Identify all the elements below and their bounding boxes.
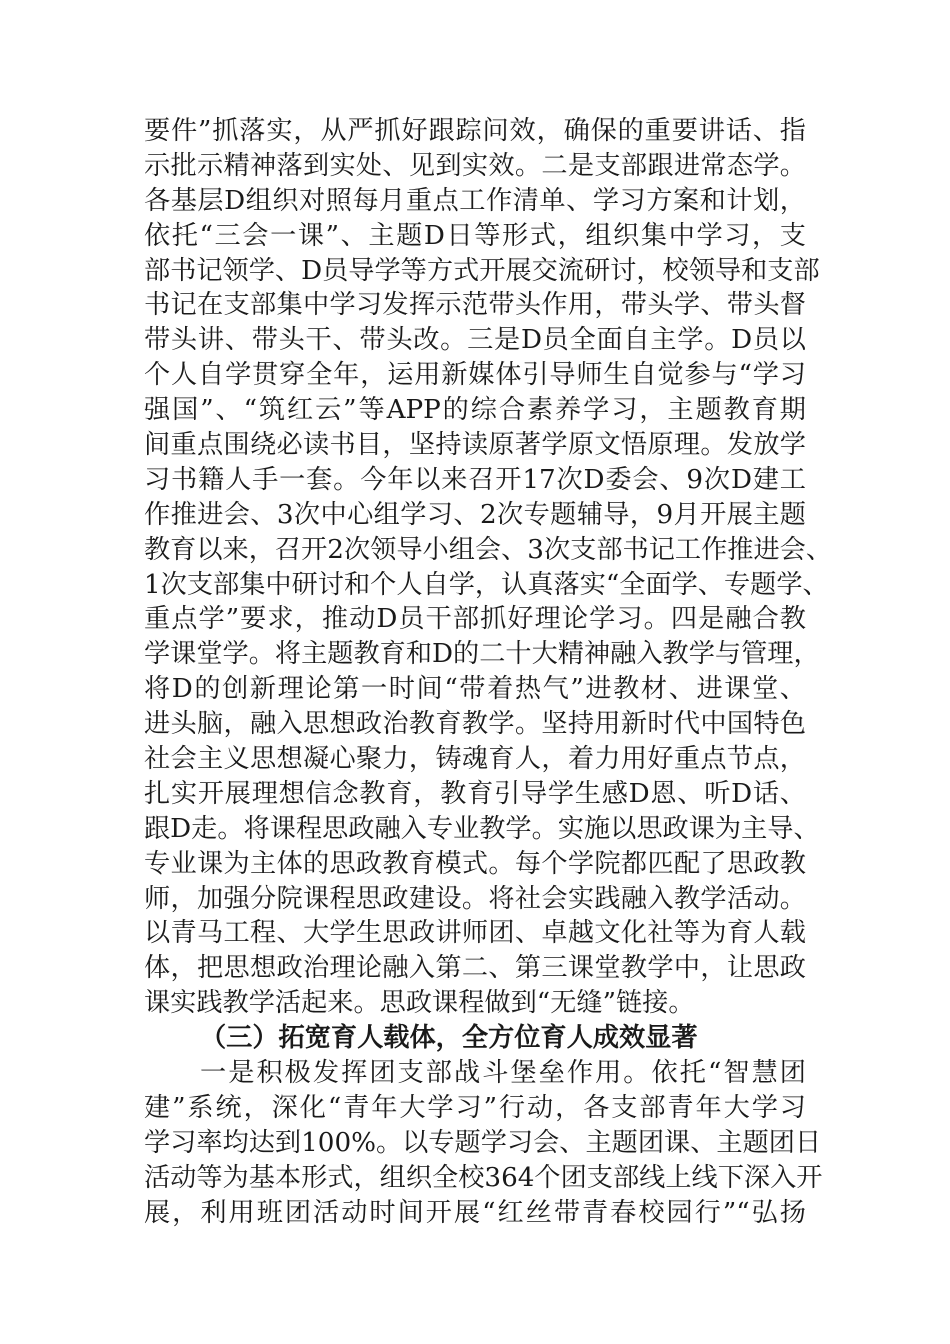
text-line: 间重点围绕必读书目，坚持读原著学原文悟原理。发放学 (144, 430, 806, 461)
text-line: 依托“三会一课”、主题D日等形式，组织集中学习，支 (144, 220, 806, 251)
text-line: 个人自学贯穿全年，运用新媒体引导师生自觉参与“学习 (144, 360, 806, 391)
paragraph-2 (144, 1056, 823, 1230)
paragraph-1 (144, 114, 833, 1021)
text-line: 作推进会、3次中心组学习、2次专题辅导，9月开展主题 (144, 499, 806, 530)
text-line: 师，加强分院课程思政建设。将社会实践融入教学活动。 (144, 883, 806, 914)
text-line: 建”系统，深化“青年大学习”行动，各支部青年大学习 (144, 1092, 806, 1123)
text-line: 教育以来，召开2次领导小组会、3次支部书记工作推进会、 (144, 534, 833, 565)
text-line: 扎实开展理想信念教育，教育引导学生感D恩、听D话、 (144, 778, 806, 809)
document-body (144, 114, 833, 1231)
text-line: 1次支部集中研讨和个人自学，认真落实“全面学、专题学、 (144, 569, 829, 600)
text-line: 重点学”要求，推动D员干部抓好理论学习。四是融合教 (144, 604, 806, 635)
text-line: 以青马工程、大学生思政讲师团、卓越文化社等为育人载 (144, 918, 806, 949)
text-line: 进头脑，融入思想政治教育教学。坚持用新时代中国特色 (144, 709, 806, 740)
text-line: 专业课为主体的思政教育模式。每个学院都匹配了思政教 (144, 848, 806, 879)
text-line: 一是积极发挥团支部战斗堡垒作用。依托“智慧团 (200, 1058, 806, 1089)
text-line: 习书籍人手一套。今年以来召开17次D委会、9次D建工 (144, 464, 806, 495)
text-line: 体，把思想政治理论融入第二、第三课堂教学中，让思政 (144, 953, 806, 984)
text-line: 跟D走。将课程思政融入专业教学。实施以思政课为主导、 (144, 813, 820, 844)
text-line: 示批示精神落到实处、见到实效。二是支部跟进常态学。 (144, 150, 806, 181)
text-line: 书记在支部集中学习发挥示范带头作用，带头学、带头督 (144, 290, 806, 321)
text-line: 活动等为基本形式，组织全校364个团支部线上线下深入开 (144, 1162, 823, 1193)
text-line: 学习率均达到100%。以专题学习会、主题团课、主题团日 (144, 1127, 822, 1158)
text-line: 课实践教学活起来。思政课程做到“无缝”链接。 (144, 988, 695, 1019)
text-line: 学课堂学。将主题教育和D的二十大精神融入教学与管理， (144, 639, 820, 670)
text-line: 带头讲、带头干、带头改。三是D员全面自主学。D员以 (144, 325, 806, 356)
text-line: 社会主义思想凝心聚力，铸魂育人，着力用好重点节点， (144, 744, 806, 775)
text-line: 要件”抓落实，从严抓好跟踪问效，确保的重要讲话、指 (144, 116, 806, 146)
text-line: 将D的创新理论第一时间“带着热气”进教材、进课堂、 (144, 674, 806, 705)
section-heading: （三）拓宽育人载体，全方位育人成效显著 (200, 1022, 698, 1054)
text-line: 部书记领学、D员导学等方式开展交流研讨，校领导和支部 (144, 255, 820, 286)
text-line: 各基层D组织对照每月重点工作清单、学习方案和计划， (144, 185, 806, 216)
text-line: 展，利用班团活动时间开展“红丝带青春校园行”“弘扬 (144, 1197, 806, 1228)
text-line: 强国”、“筑红云”等APP的综合素养学习，主题教育期 (144, 395, 806, 426)
